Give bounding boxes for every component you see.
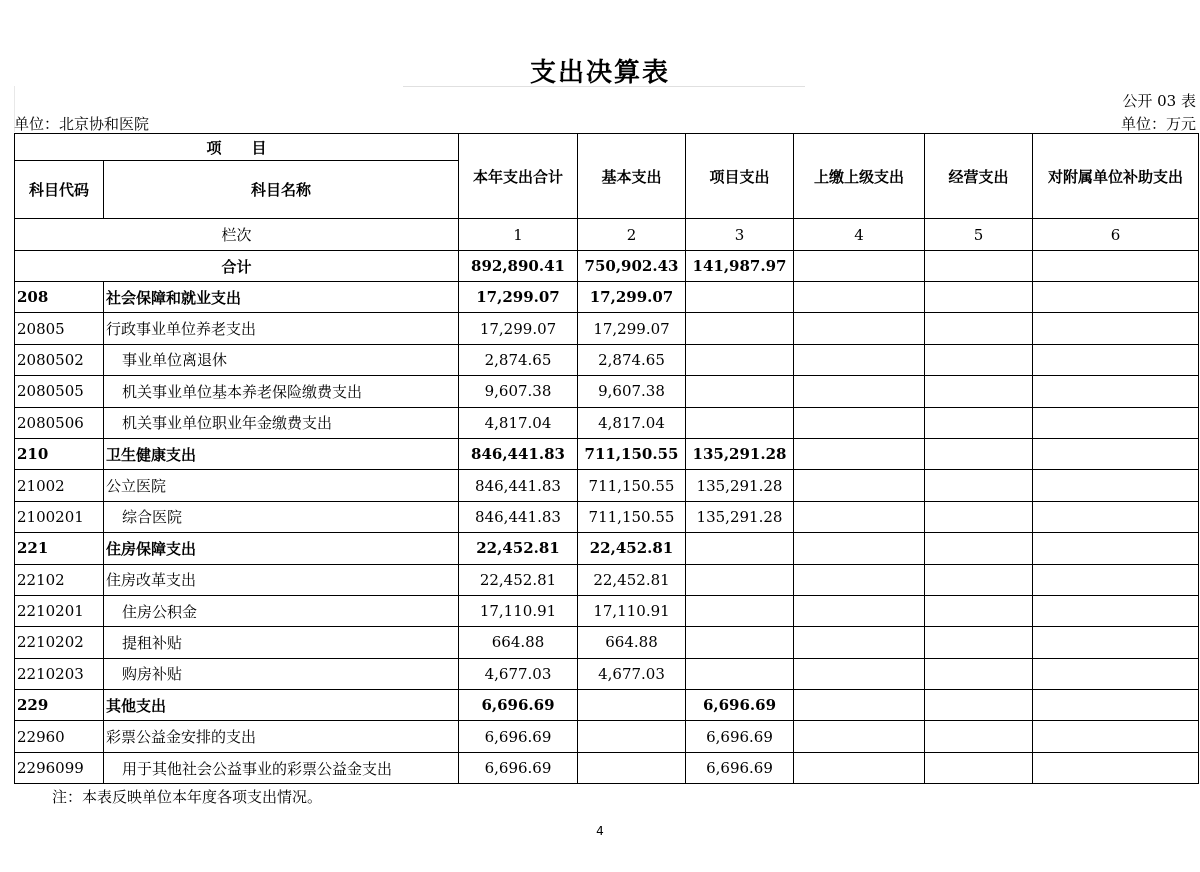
table-row xyxy=(15,344,1199,375)
amount-cell: 4,817.04 xyxy=(459,407,578,438)
amount-cell: 846,441.83 xyxy=(459,438,578,469)
subject-code: 2080502 xyxy=(15,344,104,375)
header-row-1 xyxy=(15,134,1199,161)
col-header-total: 本年支出合计 xyxy=(459,134,578,219)
amount-cell xyxy=(1033,470,1199,501)
amount-cell xyxy=(925,658,1033,689)
amount-cell: 711,150.55 xyxy=(578,501,686,532)
amount-cell xyxy=(925,282,1033,313)
amount-cell: 135,291.28 xyxy=(686,501,794,532)
seq-cell: 4 xyxy=(794,219,925,251)
amount-cell xyxy=(1033,282,1199,313)
subject-code: 210 xyxy=(15,438,104,469)
subject-code: 2210203 xyxy=(15,658,104,689)
amount-cell xyxy=(686,344,794,375)
page-number: 4 xyxy=(596,824,604,838)
subject-code: 2210201 xyxy=(15,595,104,626)
total-value xyxy=(1033,251,1199,282)
code-header: 科目代码 xyxy=(15,161,104,219)
table-row xyxy=(15,721,1199,752)
col-header-basic: 基本支出 xyxy=(578,134,686,219)
subject-name: 住房公积金 xyxy=(104,595,459,626)
amount-cell xyxy=(925,438,1033,469)
subject-name: 购房补贴 xyxy=(104,658,459,689)
subject-name: 用于其他社会公益事业的彩票公益金支出 xyxy=(104,752,459,783)
table-row xyxy=(15,533,1199,564)
reporting-unit: 单位：北京协和医院 xyxy=(14,115,150,133)
table-row xyxy=(15,564,1199,595)
amount-cell xyxy=(686,533,794,564)
name-header: 科目名称 xyxy=(104,161,459,219)
amount-cell xyxy=(925,690,1033,721)
amount-cell: 6,696.69 xyxy=(459,690,578,721)
amount-cell xyxy=(1033,376,1199,407)
amount-cell xyxy=(686,595,794,626)
amount-cell: 664.88 xyxy=(578,627,686,658)
title-underline xyxy=(403,86,805,87)
amount-cell xyxy=(794,376,925,407)
table-row xyxy=(15,752,1199,783)
amount-cell xyxy=(925,627,1033,658)
amount-cell xyxy=(686,564,794,595)
amount-cell xyxy=(925,376,1033,407)
page-title: 支出决算表 xyxy=(529,58,670,88)
total-value: 141,987.97 xyxy=(686,251,794,282)
subject-name: 行政事业单位养老支出 xyxy=(104,313,459,344)
amount-cell xyxy=(794,752,925,783)
subject-name: 彩票公益金安排的支出 xyxy=(104,721,459,752)
amount-cell: 846,441.83 xyxy=(459,501,578,532)
table-row xyxy=(15,470,1199,501)
table-row xyxy=(15,501,1199,532)
amount-cell xyxy=(794,533,925,564)
amount-cell xyxy=(794,501,925,532)
subject-name: 事业单位离退休 xyxy=(104,344,459,375)
subject-code: 2080505 xyxy=(15,376,104,407)
amount-cell xyxy=(794,658,925,689)
amount-cell xyxy=(794,438,925,469)
subject-code: 20805 xyxy=(15,313,104,344)
table-row xyxy=(15,627,1199,658)
amount-cell: 22,452.81 xyxy=(459,533,578,564)
total-value xyxy=(925,251,1033,282)
subject-code: 22102 xyxy=(15,564,104,595)
subject-name: 机关事业单位基本养老保险缴费支出 xyxy=(104,376,459,407)
subject-name: 综合医院 xyxy=(104,501,459,532)
amount-cell xyxy=(1033,564,1199,595)
seq-cell: 6 xyxy=(1033,219,1199,251)
amount-cell: 664.88 xyxy=(459,627,578,658)
expenditure-table xyxy=(14,133,1199,784)
amount-cell xyxy=(794,595,925,626)
subject-code: 2100201 xyxy=(15,501,104,532)
subject-name: 住房改革支出 xyxy=(104,564,459,595)
amount-cell: 4,817.04 xyxy=(578,407,686,438)
amount-cell: 846,441.83 xyxy=(459,470,578,501)
subject-code: 2296099 xyxy=(15,752,104,783)
subject-name: 公立医院 xyxy=(104,470,459,501)
amount-cell: 9,607.38 xyxy=(459,376,578,407)
amount-cell: 6,696.69 xyxy=(686,721,794,752)
table-row xyxy=(15,658,1199,689)
total-value: 892,890.41 xyxy=(459,251,578,282)
seq-cell: 2 xyxy=(578,219,686,251)
amount-cell xyxy=(925,595,1033,626)
amount-cell: 6,696.69 xyxy=(686,690,794,721)
amount-cell xyxy=(794,407,925,438)
amount-cell: 6,696.69 xyxy=(459,752,578,783)
table-row xyxy=(15,690,1199,721)
subject-code: 208 xyxy=(15,282,104,313)
amount-cell: 17,299.07 xyxy=(578,313,686,344)
seq-label: 栏次 xyxy=(15,219,459,251)
amount-cell xyxy=(794,564,925,595)
amount-cell xyxy=(794,282,925,313)
seq-cell: 1 xyxy=(459,219,578,251)
amount-cell xyxy=(925,407,1033,438)
total-row xyxy=(15,251,1199,282)
subject-code: 221 xyxy=(15,533,104,564)
item-header: 项 目 xyxy=(15,134,459,161)
amount-cell xyxy=(686,282,794,313)
amount-cell: 135,291.28 xyxy=(686,470,794,501)
amount-cell: 17,110.91 xyxy=(578,595,686,626)
currency-unit: 单位：万元 xyxy=(1120,115,1196,133)
amount-cell xyxy=(686,376,794,407)
amount-cell xyxy=(578,690,686,721)
amount-cell xyxy=(925,501,1033,532)
subject-name: 卫生健康支出 xyxy=(104,438,459,469)
amount-cell: 22,452.81 xyxy=(578,564,686,595)
subject-code: 21002 xyxy=(15,470,104,501)
col-header-subsidy: 对附属单位补助支出 xyxy=(1033,134,1199,219)
table-row xyxy=(15,376,1199,407)
seq-cell: 5 xyxy=(925,219,1033,251)
amount-cell xyxy=(794,627,925,658)
amount-cell xyxy=(1033,721,1199,752)
amount-cell: 6,696.69 xyxy=(686,752,794,783)
col-header-upper: 上缴上级支出 xyxy=(794,134,925,219)
amount-cell xyxy=(1033,501,1199,532)
amount-cell xyxy=(925,533,1033,564)
amount-cell xyxy=(1033,407,1199,438)
total-value xyxy=(794,251,925,282)
amount-cell xyxy=(1033,690,1199,721)
amount-cell xyxy=(1033,344,1199,375)
amount-cell: 711,150.55 xyxy=(578,438,686,469)
amount-cell: 4,677.03 xyxy=(578,658,686,689)
amount-cell: 6,696.69 xyxy=(459,721,578,752)
amount-cell xyxy=(1033,438,1199,469)
amount-cell xyxy=(1033,595,1199,626)
subject-name: 机关事业单位职业年金缴费支出 xyxy=(104,407,459,438)
amount-cell xyxy=(925,470,1033,501)
table-row xyxy=(15,282,1199,313)
amount-cell xyxy=(925,752,1033,783)
amount-cell: 17,299.07 xyxy=(459,313,578,344)
col-header-project: 项目支出 xyxy=(686,134,794,219)
table-row xyxy=(15,313,1199,344)
amount-cell: 9,607.38 xyxy=(578,376,686,407)
amount-cell xyxy=(1033,752,1199,783)
subject-code: 2210202 xyxy=(15,627,104,658)
subject-code: 22960 xyxy=(15,721,104,752)
amount-cell xyxy=(794,690,925,721)
amount-cell xyxy=(925,313,1033,344)
amount-cell: 17,299.07 xyxy=(459,282,578,313)
subject-name: 其他支出 xyxy=(104,690,459,721)
amount-cell xyxy=(1033,313,1199,344)
table-row xyxy=(15,438,1199,469)
seq-row xyxy=(15,219,1199,251)
seq-cell: 3 xyxy=(686,219,794,251)
amount-cell: 711,150.55 xyxy=(578,470,686,501)
subject-name: 社会保障和就业支出 xyxy=(104,282,459,313)
amount-cell: 17,110.91 xyxy=(459,595,578,626)
amount-cell xyxy=(925,721,1033,752)
amount-cell xyxy=(794,344,925,375)
amount-cell: 22,452.81 xyxy=(578,533,686,564)
table-body xyxy=(15,134,1199,784)
amount-cell xyxy=(1033,627,1199,658)
total-label: 合计 xyxy=(15,251,459,282)
amount-cell xyxy=(578,721,686,752)
amount-cell xyxy=(686,658,794,689)
amount-cell: 2,874.65 xyxy=(459,344,578,375)
table-row xyxy=(15,595,1199,626)
amount-cell: 17,299.07 xyxy=(578,282,686,313)
amount-cell xyxy=(578,752,686,783)
amount-cell: 135,291.28 xyxy=(686,438,794,469)
amount-cell xyxy=(1033,533,1199,564)
amount-cell xyxy=(686,407,794,438)
amount-cell xyxy=(794,470,925,501)
subject-code: 229 xyxy=(15,690,104,721)
subject-name: 住房保障支出 xyxy=(104,533,459,564)
amount-cell xyxy=(794,313,925,344)
total-value: 750,902.43 xyxy=(578,251,686,282)
amount-cell xyxy=(925,564,1033,595)
table-note: 注：本表反映单位本年度各项支出情况。 xyxy=(52,788,323,806)
subject-code: 2080506 xyxy=(15,407,104,438)
amount-cell: 4,677.03 xyxy=(459,658,578,689)
amount-cell xyxy=(686,313,794,344)
amount-cell xyxy=(1033,658,1199,689)
col-header-business: 经营支出 xyxy=(925,134,1033,219)
subject-name: 提租补贴 xyxy=(104,627,459,658)
amount-cell xyxy=(925,344,1033,375)
form-number: 公开 03 表 xyxy=(1122,92,1196,110)
amount-cell: 22,452.81 xyxy=(459,564,578,595)
amount-cell: 2,874.65 xyxy=(578,344,686,375)
amount-cell xyxy=(794,721,925,752)
table-row xyxy=(15,407,1199,438)
amount-cell xyxy=(686,627,794,658)
